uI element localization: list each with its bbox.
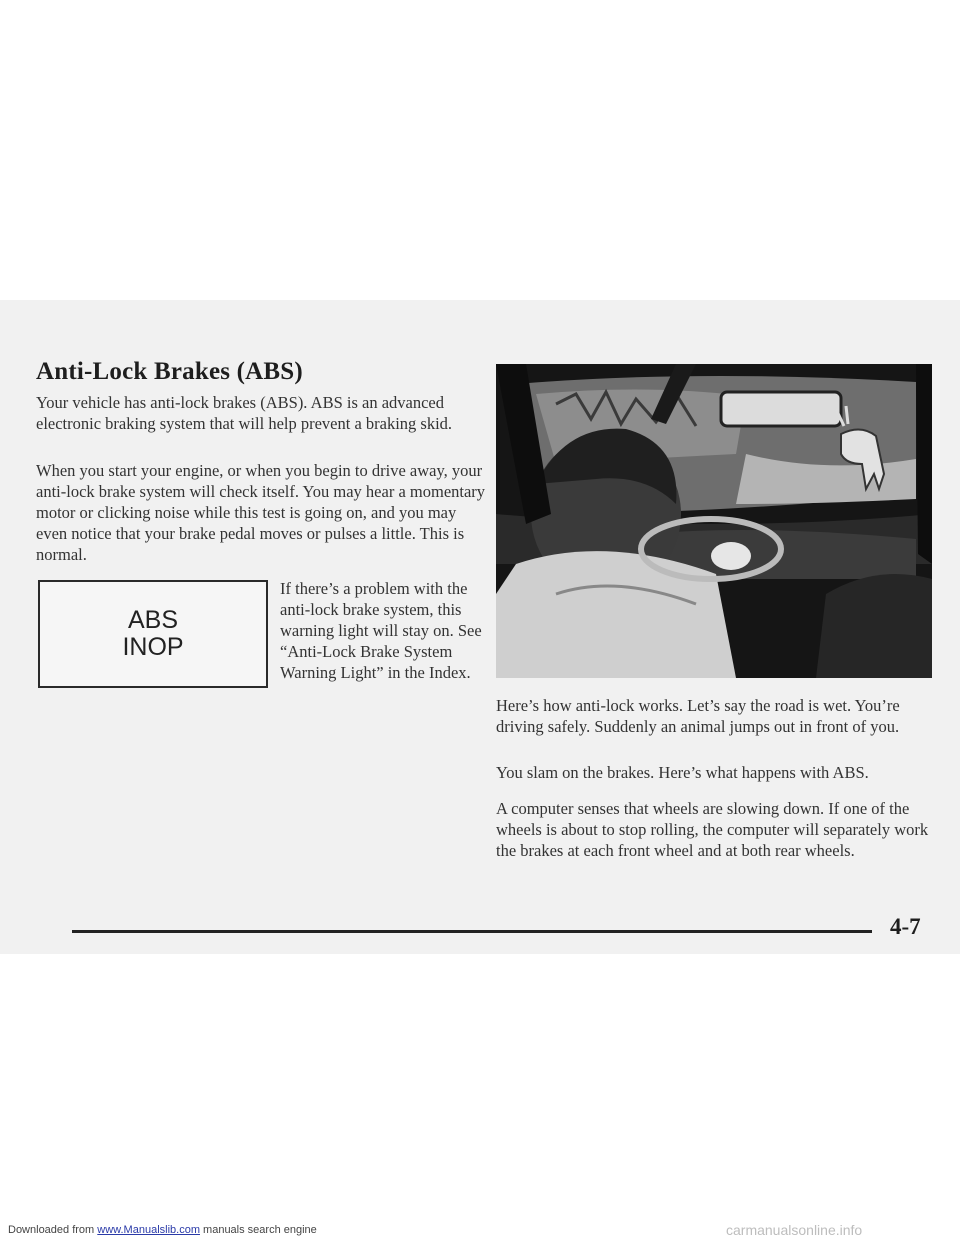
- page-number: 4-7: [890, 914, 921, 939]
- abs-warning-light-symbol: [38, 580, 268, 688]
- inop-label: INOP: [122, 633, 184, 661]
- manualslib-link[interactable]: www.Manualslib.com: [97, 1224, 200, 1236]
- footer-prefix: Downloaded from: [8, 1224, 98, 1236]
- section-title: Anti-Lock Brakes (ABS): [36, 358, 303, 385]
- footer-suffix: manuals search engine: [199, 1224, 317, 1236]
- computer-paragraph: A computer senses that wheels are slowing down. If one of the wheels is about to stop rolling, the computer will separately work the brakes at each front wheel and at both rear wheels.: [496, 799, 929, 860]
- startup-paragraph: When you start your engine, or when you begin to drive away, your anti-lock brake system will check itself. You may hear a momentary motor or clicking noise while this test is going on, and you may even notice that your brake pedal moves or pulses a little. This is normal.: [36, 461, 486, 564]
- driver-illustration: [496, 364, 932, 678]
- intro-paragraph: Your vehicle has anti-lock brakes (ABS). ABS is an advanced electronic braking system that will help prevent a braking skid.: [36, 393, 453, 433]
- download-footer: [8, 1224, 317, 1236]
- slam-paragraph: You slam on the brakes. Here’s what happens with ABS.: [496, 763, 869, 782]
- how-it-works-paragraph: Here’s how anti-lock works. Let’s say the road is wet. You’re driving safely. Suddenly an animal jumps out in front of you.: [496, 696, 900, 736]
- driver-braking-image: [496, 364, 932, 678]
- warning-light-paragraph: If there’s a problem with the anti-lock brake system, this warning light will stay on. See “Anti-Lock Brake System Warning Light” in the Index.: [280, 579, 482, 682]
- abs-label: ABS: [127, 606, 179, 634]
- footer-rule: [72, 930, 872, 933]
- watermark: carmanualsonline.info: [726, 1222, 863, 1238]
